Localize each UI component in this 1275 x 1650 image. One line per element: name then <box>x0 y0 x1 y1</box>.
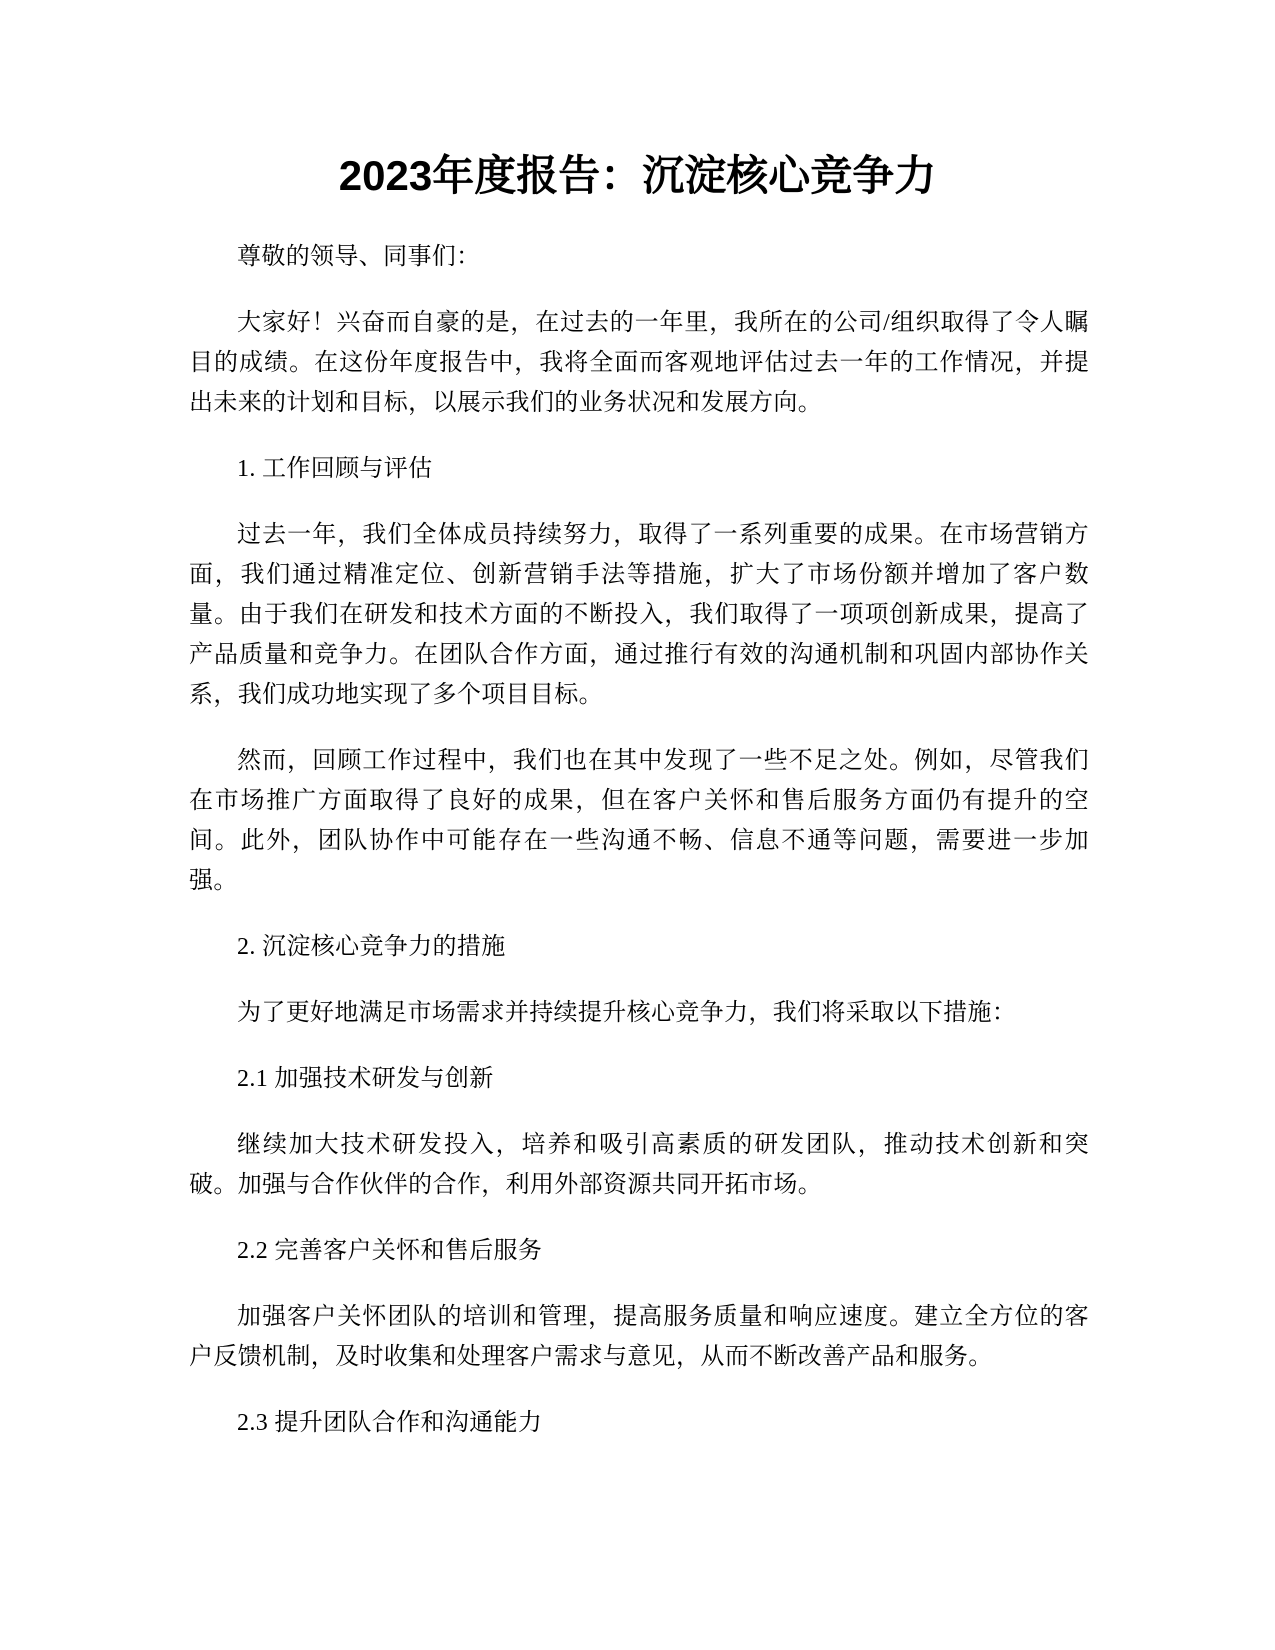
subsection-heading-2-3: 2.3 提升团队合作和沟通能力 <box>237 1410 543 1436</box>
salutation: 尊敬的领导、同事们： <box>237 244 481 270</box>
customer-care-paragraph: 加强客户关怀团队的培训和管理，提高服务质量和响应速度。建立全方位的客户反馈机制，及时收集和处理客户需求与意见，从而不断改善产品和服务。 <box>189 1304 1089 1370</box>
document-title: 2023年度报告：沉淀核心竞争力 <box>338 152 937 199</box>
shortcomings-paragraph: 然而，回顾工作过程中，我们也在其中发现了一些不足之处。例如，尽管我们在市场推广方面取得了良好的成果，但在客户关怀和售后服务方面仍有提升的空间。此外，团队协作中可能存在一些沟通不畅、信息不通等问题，需要进一步加强。 <box>189 748 1089 894</box>
section-heading-2: 2. 沉淀核心竞争力的措施 <box>237 934 506 960</box>
intro-paragraph: 大家好！兴奋而自豪的是，在过去的一年里，我所在的公司/组织取得了令人瞩目的成绩。在这份年度报告中，我将全面而客观地评估过去一年的工作情况，并提出未来的计划和目标，以展示我们的业务状况和发展方向。 <box>189 310 1089 416</box>
subsection-heading-2-1: 2.1 加强技术研发与创新 <box>237 1066 494 1092</box>
section-heading-1: 1. 工作回顾与评估 <box>237 456 433 482</box>
measures-intro-paragraph: 为了更好地满足市场需求并持续提升核心竞争力，我们将采取以下措施： <box>237 1000 1017 1026</box>
subsection-heading-2-2: 2.2 完善客户关怀和售后服务 <box>237 1238 543 1264</box>
document-body <box>189 237 1089 1469</box>
review-paragraph: 过去一年，我们全体成员持续努力，取得了一系列重要的成果。在市场营销方面，我们通过精准定位、创新营销手法等措施，扩大了市场份额并增加了客户数量。由于我们在研发和技术方面的不断投入，我们取得了一项项创新成果，提高了产品质量和竞争力。在团队合作方面，通过推行有效的沟通机制和巩固内部协作关系，我们成功地实现了多个项目目标。 <box>189 522 1089 708</box>
rnd-paragraph: 继续加大技术研发投入，培养和吸引高素质的研发团队，推动技术创新和突破。加强与合作伙伴的合作，利用外部资源共同开拓市场。 <box>189 1132 1089 1198</box>
